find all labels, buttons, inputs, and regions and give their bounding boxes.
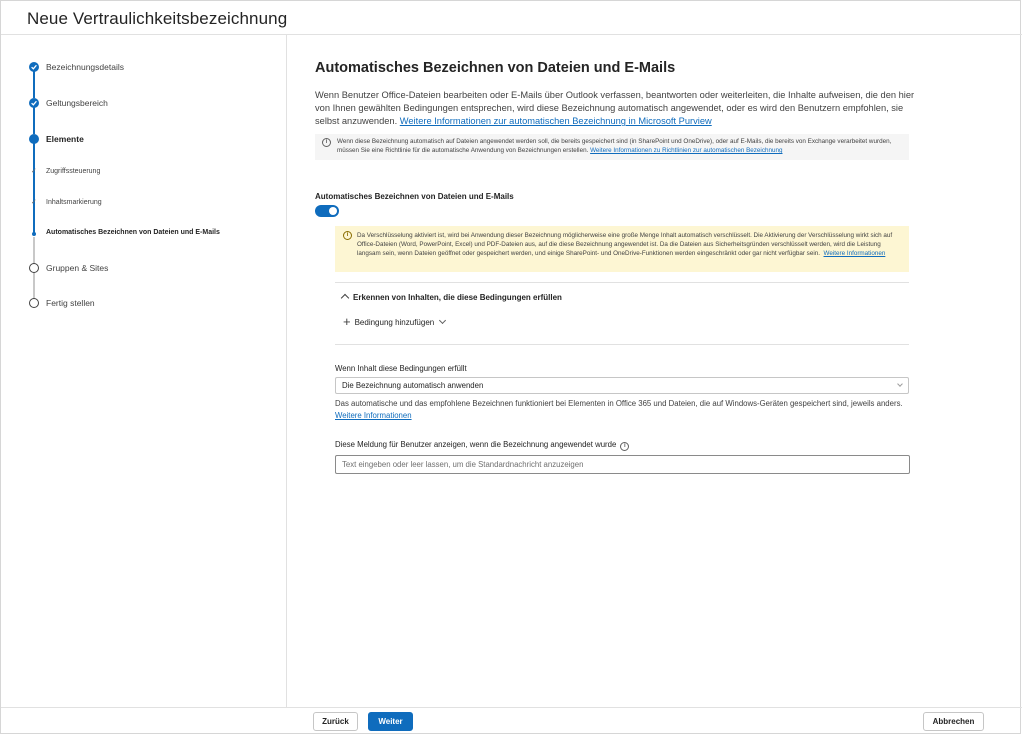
substep-zugriffssteuerung[interactable]: Zugriffssteuerung xyxy=(46,168,101,175)
conditions-header-text: Erkennen von Inhalten, die diese Bedingungen erfüllen xyxy=(353,293,562,302)
intro-link[interactable]: Weitere Informationen zur automatischen Bezeichnung in Microsoft Purview xyxy=(399,116,712,126)
step-gruppen-sites[interactable]: Gruppen & Sites xyxy=(46,263,109,273)
info-banner xyxy=(315,134,909,160)
auto-label-toggle-label: Automatisches Bezeichnen von Dateien und E-Mails xyxy=(315,192,514,201)
substep-auto-labeling[interactable]: Automatisches Bezeichnen von Dateien und E-Mails xyxy=(46,229,220,236)
plus-icon: + xyxy=(343,314,351,329)
intro-text: Wenn Benutzer Office-Dateien bearbeiten oder E-Mails über Outlook verfassen, beantworten oder weiterleiten, die Inhalte aufweisen, die den hier von Ihnen gewählten Bedingungen entsprechen, wird diese Bezeichnung automatisch angewendet, oder es wird den Benutzern empfohlen, sie selbst anzuwenden. xyxy=(315,90,915,126)
message-label-text: Diese Meldung für Benutzer anzeigen, wenn die Bezeichnung angewendet wurde xyxy=(335,440,617,449)
chevron-down-icon xyxy=(439,316,446,323)
action-help-link[interactable]: Weitere Informationen xyxy=(335,411,412,420)
footer-divider xyxy=(1,707,1022,708)
step-bezeichnungsdetails[interactable]: Bezeichnungsdetails xyxy=(46,62,124,72)
action-label: Wenn Inhalt diese Bedingungen erfüllt xyxy=(335,364,467,373)
checkmark-icon xyxy=(29,62,39,72)
step-elemente[interactable]: Elemente xyxy=(46,134,84,144)
page-title: Neue Vertraulichkeitsbezeichnung xyxy=(27,9,288,28)
header-divider xyxy=(1,34,1022,35)
stepper-connector xyxy=(33,143,35,235)
warning-banner xyxy=(335,226,909,272)
checkmark-icon: ✓ xyxy=(31,168,37,175)
next-button[interactable]: Weiter xyxy=(368,712,413,731)
substep-inhaltsmarkierung[interactable]: Inhaltsmarkierung xyxy=(46,199,102,206)
info-banner-link[interactable]: Weitere Informationen zu Richtlinien zur automatischen Bezeichnung xyxy=(590,147,783,154)
warning-info-icon: i xyxy=(343,231,352,240)
stepper-connector xyxy=(33,272,35,299)
divider xyxy=(335,282,909,283)
sidebar-divider xyxy=(286,35,287,707)
stepper-connector xyxy=(33,71,35,98)
message-input[interactable] xyxy=(335,455,910,474)
stepper-connector xyxy=(33,107,35,134)
upcoming-step-icon xyxy=(29,263,39,273)
message-label xyxy=(335,440,629,451)
action-dropdown-value: Die Bezeichnung automatisch anwenden xyxy=(342,381,484,390)
info-banner-text: Wenn diese Bezeichnung automatisch auf Dateien angewendet werden soll, die bereits gespeichert sind (in SharePoint und OneDrive), oder auf E-Mails, die bereits von Exchange verarbeitet wurden, müssen Sie eine Richtlinie für die automatische Anwendung von Bezeichnungen erstellen. xyxy=(337,138,892,154)
toggle-knob xyxy=(329,207,337,215)
conditions-accordion-header[interactable] xyxy=(342,293,562,302)
add-condition-label: Bedingung hinzufügen xyxy=(354,317,435,327)
step-geltungsbereich[interactable]: Geltungsbereich xyxy=(46,98,108,108)
warning-banner-text: Da Verschlüsselung aktiviert ist, wird bei Anwendung dieser Bezeichnung möglicherweise eine große Menge Inhalt automatisch verschlüsselt. Die Aktivierung der Verschlüsselung wirkt sich auf Office-Dateien (Word, PowerPoint, Excel) und PDF-Dateien aus, auf die diese Bezeichnung angewendet ist. Da die Dateien aus Sicherheitsgründen verschlüsselt werden, wird die Leistung langsam sein, wenn Dateien geöffnet oder gespeichert werden, und einige SharePoint- und OneDrive-Funktionen werden eingeschränkt oder gar nicht verfügbar sein. xyxy=(357,232,893,257)
action-help xyxy=(335,398,913,422)
section-heading: Automatisches Bezeichnen von Dateien und E-Mails xyxy=(315,60,676,76)
chevron-up-icon xyxy=(341,294,349,302)
info-icon: i xyxy=(322,138,331,147)
checkmark-icon xyxy=(29,98,39,108)
current-substep-icon xyxy=(32,232,36,236)
upcoming-step-icon xyxy=(29,298,39,308)
action-help-text: Das automatische und das empfohlene Bezeichnen funktioniert bei Elementen in Office 365 und Dateien, die auf Windows-Geräten gespeichert sind, jeweils anders. xyxy=(335,399,903,408)
auto-label-toggle[interactable] xyxy=(315,205,339,217)
checkmark-icon: ✓ xyxy=(31,199,37,206)
add-condition-button[interactable] xyxy=(343,314,445,329)
chevron-down-icon xyxy=(897,381,903,387)
action-dropdown[interactable] xyxy=(335,377,909,394)
stepper-connector xyxy=(33,237,35,264)
step-fertig-stellen[interactable]: Fertig stellen xyxy=(46,298,95,308)
intro-paragraph xyxy=(315,89,915,128)
warning-banner-link[interactable]: Weitere Informationen xyxy=(823,250,886,257)
info-icon[interactable]: i xyxy=(620,442,629,451)
current-step-icon xyxy=(29,134,39,144)
cancel-button[interactable]: Abbrechen xyxy=(923,712,984,731)
back-button[interactable]: Zurück xyxy=(313,712,358,731)
divider xyxy=(335,344,909,345)
